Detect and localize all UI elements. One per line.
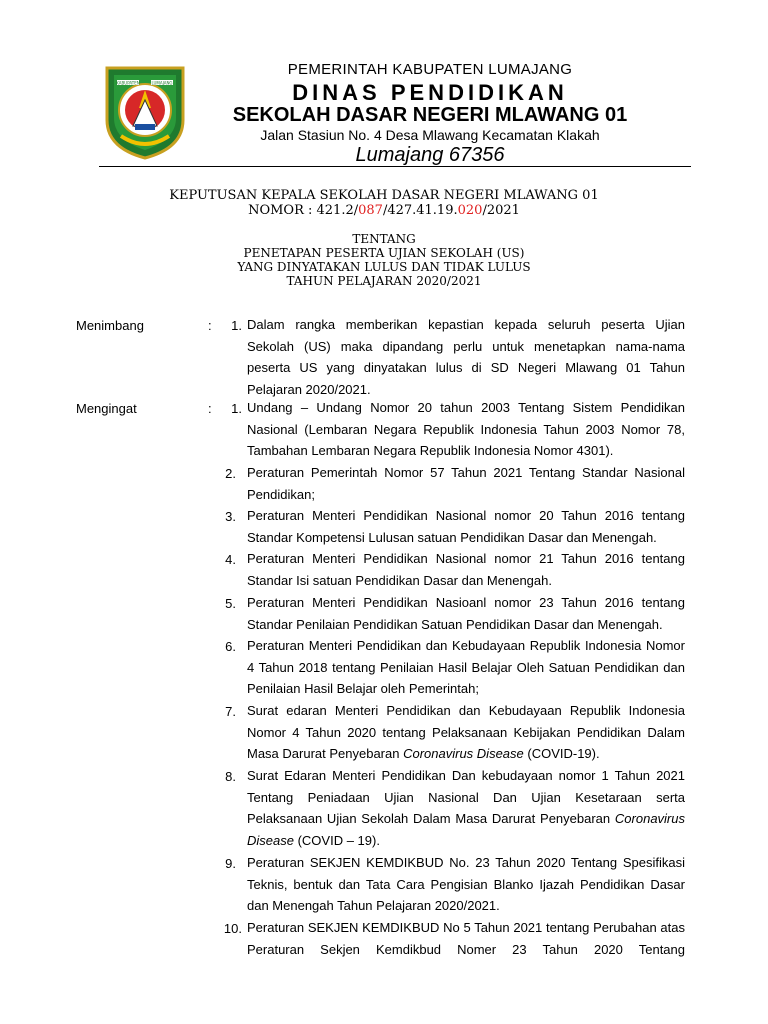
mengingat-item-num: 3.	[225, 509, 236, 524]
mengingat-item-text: Peraturan Menteri Pendidikan Nasioanl nomor 23 Tahun 2016 tentang Standar Penilaian Pendidikan Satuan Pendidikan Dasar dan Menengah.	[247, 595, 685, 632]
menimbang-label: Menimbang	[76, 318, 144, 333]
mengingat-item-text: Peraturan Menteri Pendidikan Nasional nomor 21 Tahun 2016 tentang Standar Isi satuan Pendidikan Dasar dan Menengah.	[247, 551, 685, 588]
decree-subject-2: YANG DINYATAKAN LULUS DAN TIDAK LULUS	[237, 260, 531, 274]
mengingat-item-text	[247, 765, 685, 851]
number-prefix: NOMOR : 421.2/	[248, 203, 359, 218]
mengingat-item-text: Peraturan Pemerintah Nomor 57 Tahun 2021 Tentang Standar Nasional Pendidikan;	[247, 465, 685, 502]
item-8-text-italic: Coronavirus Disease	[247, 811, 685, 848]
mengingat-item-text: Peraturan Menteri Pendidikan Nasional nomor 20 Tahun 2016 tentang Standar Kompetensi Lulusan satuan Pendidikan Dasar dan Menengah.	[247, 508, 685, 545]
mengingat-item-num: 7.	[225, 704, 236, 719]
item-8-text-pre: Surat Edaran Menteri Pendidikan Dan kebudayaan nomor 1 Tahun 2021 Tentang Peniadaan Ujian Nasional Dan Ujian Kesetaraan serta Pelaksanaan Ujian Sekolah Dalam Masa Darurat Penyebaran	[247, 768, 685, 826]
mengingat-item-num: 6.	[225, 639, 236, 654]
letterhead-divider	[99, 166, 691, 167]
school-city: Lumajang 67356	[355, 144, 505, 166]
number-red-2: 020	[457, 203, 483, 218]
logo-text-left: KABUPATEN	[116, 80, 140, 86]
item-7-text-italic: Coronavirus Disease	[403, 746, 524, 761]
decree-about: TENTANG	[352, 232, 416, 246]
number-suffix: /2021	[482, 203, 520, 218]
agency-name: DINAS PENDIDIKAN	[292, 80, 568, 105]
mengingat-item-text	[247, 700, 685, 765]
mengingat-colon: :	[208, 401, 212, 416]
mengingat-item-num: 4.	[225, 552, 236, 567]
mengingat-item-num: 2.	[225, 466, 236, 481]
menimbang-item-num: 1.	[231, 318, 242, 333]
school-address: Jalan Stasiun No. 4 Desa Mlawang Kecamatan Klakah	[260, 127, 600, 143]
mengingat-item-num: 1.	[231, 401, 242, 416]
menimbang-colon: :	[208, 318, 212, 333]
decree-subject-1: PENETAPAN PESERTA UJIAN SEKOLAH (US)	[243, 246, 525, 260]
government-name: PEMERINTAH KABUPATEN LUMAJANG	[287, 61, 573, 78]
decree-title: KEPUTUSAN KEPALA SEKOLAH DASAR NEGERI MLAWANG 01	[169, 188, 599, 203]
logo-text-right: LUMAJANG	[151, 80, 173, 86]
item-7-text-post: (COVID-19).	[523, 746, 600, 761]
mengingat-label: Mengingat	[76, 401, 137, 416]
number-red-1: 087	[358, 203, 383, 218]
mengingat-item-num: 10.	[223, 921, 242, 936]
mengingat-item-num: 9.	[225, 856, 236, 871]
item-8-text-post: (COVID – 19).	[293, 832, 380, 848]
mengingat-item-text: Peraturan SEKJEN KEMDIKBUD No 5 Tahun 2021 tentang Perubahan atas Peraturan Sekjen Kemdikbud Nomer 23 Tahun 2020 Tentang	[247, 920, 685, 957]
mengingat-item-text: Peraturan Menteri Pendidikan dan Kebudayaan Republik Indonesia Nomor 4 Tahun 2018 tentang Penilaian Hasil Belajar Oleh Satuan Pendidikan dan Penilaian Hasil Belajar oleh Pemerintah;	[247, 638, 685, 696]
school-name: SEKOLAH DASAR NEGERI MLAWANG 01	[232, 104, 628, 126]
mengingat-item-text: Peraturan SEKJEN KEMDIKBUD No. 23 Tahun 2020 Tentang Spesifikasi Teknis, bentuk dan Tata Cara Pengisian Blanko Ijazah Pendidikan Dasar dan Menengah Tahun Pelajaran 2020/2021.	[247, 855, 685, 913]
decree-subject-3: TAHUN PELAJARAN 2020/2021	[286, 274, 482, 288]
mengingat-item-num: 8.	[225, 769, 236, 784]
mengingat-item-text: Undang – Undang Nomor 20 tahun 2003 Tentang Sistem Pendidikan Nasional (Lembaran Negara Republik Indonesia Tahun 2003 Nomor 78, Tambahan Lembaran Negara Republik Indonesia Nomor 4301).	[247, 400, 685, 458]
decree-number	[0, 203, 768, 218]
menimbang-item-text: Dalam rangka memberikan kepastian kepada seluruh peserta Ujian Sekolah (US) maka dipandang perlu untuk menetapkan nama-nama peserta US yang dinyatakan lulus di SD Negeri Mlawang 01 Tahun Pelajaran 2020/2021.	[247, 317, 685, 397]
item-7-text-pre: Surat edaran Menteri Pendidikan dan Kebudayaan Republik Indonesia Nomor 4 Tahun 2020 tentang Pelaksanaan Kebijakan Pendidikan Dalam Masa Darurat Penyebaran	[247, 703, 685, 761]
mengingat-item-num: 5.	[225, 596, 236, 611]
number-mid: /427.41.19.	[382, 203, 458, 218]
